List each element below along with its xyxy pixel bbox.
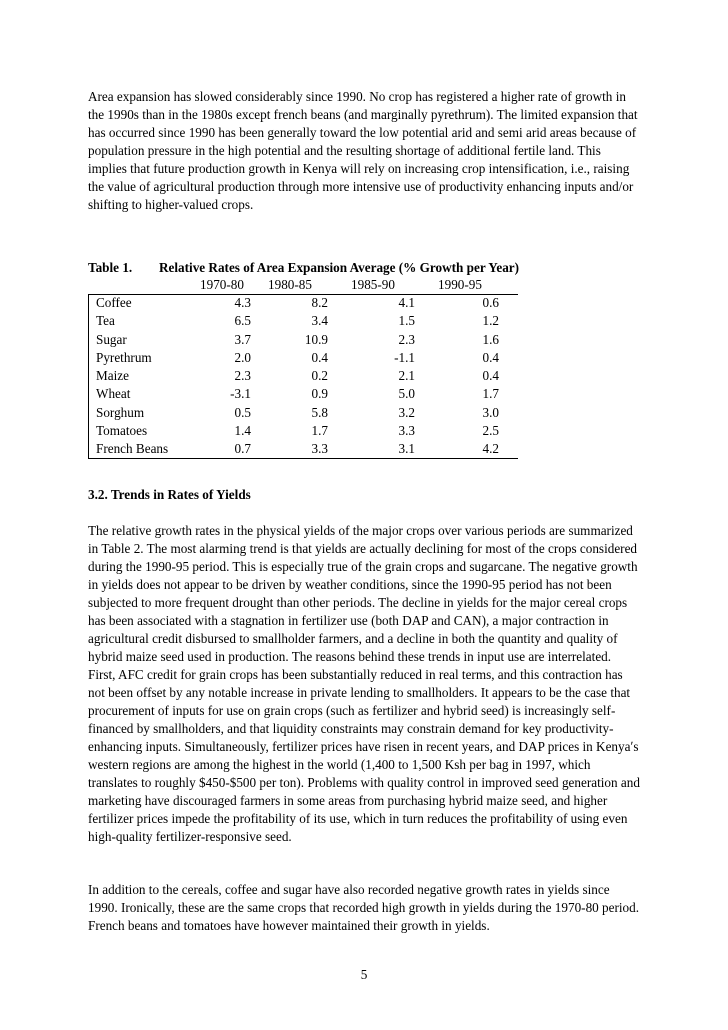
crop-name: Sorghum (96, 404, 145, 420)
table-cell: 0.5 (234, 404, 251, 420)
table-row (88, 423, 518, 441)
table-cell: 4.2 (482, 441, 499, 457)
table-label: Table 1. (88, 260, 133, 275)
table-body (88, 295, 518, 460)
paragraph-cereals-coffee-sugar: In addition to the cereals, coffee and sugar have also recorded negative growth rates in yields since 1990. Ironically, these are the same crops that recorded high growth in yields during the 1970-80 period. French beans and tomatoes have however maintained their growth in yields. (88, 882, 640, 933)
crop-name: Maize (96, 368, 129, 384)
table-cell: 0.4 (311, 349, 328, 365)
table-cell: 2.3 (398, 331, 415, 347)
table-cell: 2.3 (234, 368, 251, 384)
table-cell: -1.1 (394, 349, 415, 365)
table-row (88, 441, 518, 459)
table-cell: 1.5 (398, 313, 415, 329)
table-cell: 5.8 (311, 404, 328, 420)
table-cell: 0.4 (482, 368, 499, 384)
table-cell: 2.1 (398, 368, 415, 384)
table-left-rule (88, 294, 89, 458)
table-header-row (88, 277, 518, 295)
crop-name: Pyrethrum (96, 349, 152, 365)
column-header: 1970-80 (200, 277, 244, 292)
table-cell: 1.7 (482, 386, 499, 402)
table-cell: 3.0 (482, 404, 499, 420)
table-cell: 3.7 (234, 331, 251, 347)
table-cell: 4.1 (398, 295, 415, 310)
table-cell: 8.2 (311, 295, 328, 310)
table-cell: 3.1 (398, 441, 415, 457)
page-number: 5 (360, 967, 368, 982)
table-row (88, 386, 518, 404)
crop-name: Coffee (96, 295, 132, 310)
table-cell: 0.4 (482, 349, 499, 365)
table-cell: 5.0 (398, 386, 415, 402)
crop-name: Wheat (96, 386, 131, 402)
column-header: 1985-90 (351, 277, 395, 292)
table-row (88, 332, 518, 350)
table-cell: 6.5 (234, 313, 251, 329)
crop-name: French Beans (96, 441, 169, 457)
table-cell: 2.0 (234, 349, 251, 365)
table-cell: 1.4 (234, 423, 251, 439)
crop-name: Tea (96, 313, 115, 329)
table-cell: 0.9 (311, 386, 328, 402)
table-cell: 3.4 (311, 313, 328, 329)
table-row (88, 368, 518, 386)
table-cell: 3.3 (398, 423, 415, 439)
table-cell: 0.2 (311, 368, 328, 384)
table-cell: 1.6 (482, 331, 499, 347)
area-expansion-table (88, 277, 518, 460)
column-header: 1990-95 (438, 277, 482, 292)
table-row (88, 295, 518, 313)
table-cell: 0.7 (234, 441, 251, 457)
table-bottom-rule (88, 458, 518, 459)
column-header: 1980-85 (268, 277, 312, 292)
table-cell: 3.3 (311, 441, 328, 457)
crop-name: Sugar (96, 331, 127, 347)
table-cell: 3.2 (398, 404, 415, 420)
paragraph-yield-trends: The relative growth rates in the physical yields of the major crops over various periods are summarized in Table 2. The most alarming trend is that yields are actually declining for most of the crops considered during the 1990-95 period. This is especially true of the grain crops and sugarcane. The negative growth in yields does not appear to be driven by weather conditions, since the 1990-95 period has not been subjected to more frequent drought than other periods. The decline in yields for the major cereal crops has been associated with a stagnation in fertilizer use (both DAP and CAN), a major contraction in agricultural credit disbursed to smallholder farmers, and a decline in both the quantity and quality of hybrid maize seed used in production. The reasons behind these trends in input use are interrelated. First, AFC credit for grain crops has been substantially reduced in real terms, and this contraction has not been offset by any notable increase in private lending to smallholders. It appears to be the case that procurement of inputs for use on grain crops (such as fertilizer and hybrid seed) is increasingly self-financed by smallholders, and that liquidity constraints may constrain demand for key productivity-enhancing inputs. Simultaneously, fertilizer prices have risen in recent years, and DAP prices in Kenyaʹs western regions are among the highest in the world (1,400 to 1,500 Ksh per bag in 1997, which translates to roughly $450-$500 per ton). Problems with quality control in improved seed generation and marketing have discouraged farmers in some areas from purchasing hybrid maize seed, and higher fertilizer prices impede the profitability of its use, which in turn reduces the profitability of using even high-quality fertilizer-responsive seed. (88, 523, 640, 844)
table-cell: 0.6 (482, 295, 499, 310)
table-cell: 10.9 (304, 331, 328, 347)
crop-name: Tomatoes (96, 423, 148, 439)
table-cell: 2.5 (482, 423, 499, 439)
table-row (88, 313, 518, 331)
table-title: Relative Rates of Area Expansion Average (% Growth per Year) (159, 260, 520, 275)
table-cell: -3.1 (230, 386, 251, 402)
table-cell: 4.3 (234, 295, 251, 310)
table-row (88, 350, 518, 368)
table-cell: 1.7 (311, 423, 328, 439)
paragraph-area-expansion: Area expansion has slowed considerably since 1990. No crop has registered a higher rate of growth in the 1990s than in the 1980s except french beans (and marginally pyrethrum). The limited expansion that has occurred since 1990 has been generally toward the low potential arid and semi arid areas because of population pressure in the high potential and the resulting shortage of additional fertile land. This implies that future production growth in Kenya will rely on increasing crop intensification, i.e., raising the value of agricultural production through more intensive use of productivity enhancing inputs and/or shifting to higher-valued crops. (88, 89, 638, 212)
table-row (88, 405, 518, 423)
section-heading: 3.2. Trends in Rates of Yields (88, 487, 251, 502)
table-cell: 1.2 (482, 313, 499, 329)
